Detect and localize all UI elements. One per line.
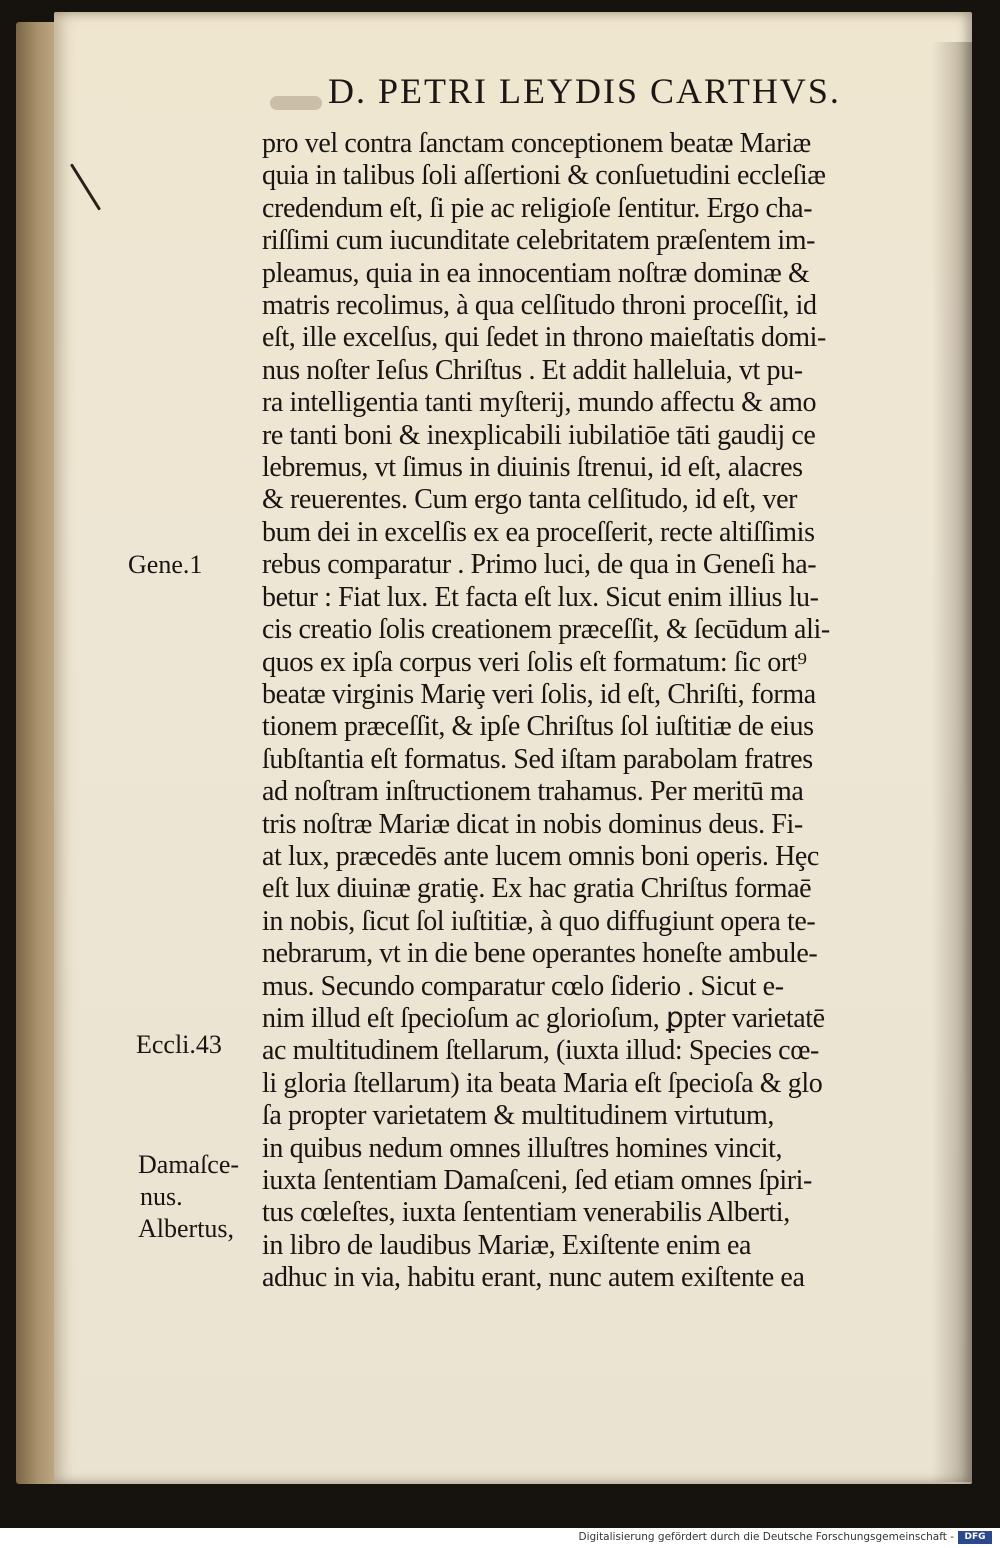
text-line: in quibus nedum omnes illuſtres homines vincit, (262, 1132, 783, 1164)
footer-bar (0, 1528, 1000, 1548)
marginal-note-damasce: Damaſce- (138, 1150, 240, 1179)
text-line: tionem præceſſit, & ipſe Chriſtus ſol iuſtitiæ de eius (262, 711, 814, 743)
text-line: pleamus, quia in ea innocentiam noſtræ dominæ & (262, 257, 810, 289)
running-title: D. PETRI LEYDIS CARTHVS. (328, 71, 841, 111)
text-line: matris recolimus, à qua celſitudo throni proceſſit, id (262, 290, 817, 322)
text-line: bum dei in excelſis ex ea proceſſerit, recte altiſſimis (262, 516, 815, 548)
text-line: lebremus, vt ſimus in diuinis ſtrenui, id eſt, alacres (262, 452, 803, 484)
text-line: credendum eſt, ſi pie ac religioſe ſentitur. Ergo cha- (262, 192, 813, 224)
text-line: riſſimi cum iucunditate celebritatem præſentem im- (262, 225, 816, 257)
marginal-note-albertus: Albertus, (138, 1214, 235, 1243)
text-line: ad noſtram inſtructionem trahamus. Per meritū ma (262, 776, 804, 808)
text-line: nus noſter Ieſus Chriſtus . Et addit halleluia, vt pu- (262, 354, 803, 386)
text-line: eſt, ille excelſus, qui ſedet in throno maieſtatis domi- (262, 322, 826, 354)
text-line: tris noſtræ Mariæ dicat in nobis dominus deus. Fi- (262, 808, 803, 840)
text-line: tus cœleſtes, iuxta ſententiam venerabilis Alberti, (262, 1197, 790, 1229)
text-line: eſt lux diuinæ gratiȩ. Ex hac gratia Chriſtus formaē (262, 873, 812, 905)
text-line: nim illud eſt ſpecioſum ac glorioſum, ꝑpter varietatē (262, 1002, 825, 1034)
text-line: in nobis, ſicut ſol iuſtitiæ, à quo diffugiunt opera te- (262, 905, 816, 937)
text-line: nebrarum, vt in die bene operantes honeſte ambule- (262, 938, 818, 970)
text-line: betur : Fiat lux. Et facta eſt lux. Sicut enim illius lu- (262, 581, 819, 613)
text-line: & reuerentes. Cum ergo tanta celſitudo, id eſt, ver (262, 484, 798, 516)
text-line: ſa propter varietatem & multitudinem virtutum, (262, 1100, 774, 1132)
text-line: in libro de laudibus Mariæ, Exiſtente enim ea (262, 1229, 751, 1261)
text-line: quos ex ipſa corpus veri ſolis eſt formatum: ſic ort⁹ (262, 646, 807, 678)
dfg-logo-icon: DFG (958, 1531, 992, 1544)
text-line: ra intelligentia tanti myſterij, mundo affectu & amo (262, 387, 817, 419)
running-header (270, 70, 910, 120)
body-text (262, 128, 974, 1295)
funding-credit: Digitalisierung gefördert durch die Deutsche Forschungsgemeinschaft - (578, 1531, 954, 1543)
text-line: pro vel contra ſanctam conceptionem beatæ Mariæ (262, 128, 811, 159)
text-line: ſubſtantia eſt formatus. Sed iſtam parabolam fratres (262, 743, 813, 775)
text-line: at lux, præcedēs ante lucem omnis boni operis. Hȩc (262, 840, 819, 872)
text-line: cis creatio ſolis creationem præceſſit, & ſecūdum ali- (262, 614, 830, 646)
marginal-note-eccli: Eccli.43 (136, 1030, 222, 1059)
text-line: rebus comparatur . Primo luci, de qua in Geneſi ha- (262, 549, 817, 581)
ink-smudge (270, 96, 322, 110)
text-line: quia in talibus ſoli aſſertioni & conſuetudini eccleſiæ (262, 160, 826, 192)
marginal-note-gene: Gene.1 (128, 550, 203, 579)
text-line: iuxta ſententiam Damaſceni, ſed etiam omnes ſpiri- (262, 1165, 812, 1196)
text-line: ac multitudinem ſtellarum, (iuxta illud: Species cœ- (262, 1035, 819, 1067)
text-line: mus. Secundo comparatur cœlo ſiderio . Sicut e- (262, 970, 784, 1002)
text-line: beatæ virginis Mariȩ veri ſolis, id eſt, Chriſti, forma (262, 678, 816, 710)
text-line: adhuc in via, habitu erant, nunc autem exiſtente ea (262, 1262, 805, 1294)
marginal-note-nus: nus. (140, 1182, 183, 1211)
text-line: re tanti boni & inexplicabili iubilatiōe tāti gaudij ce (262, 419, 816, 451)
text-line: li gloria ſtellarum) ita beata Maria eſt ſpecioſa & glo (262, 1067, 823, 1099)
